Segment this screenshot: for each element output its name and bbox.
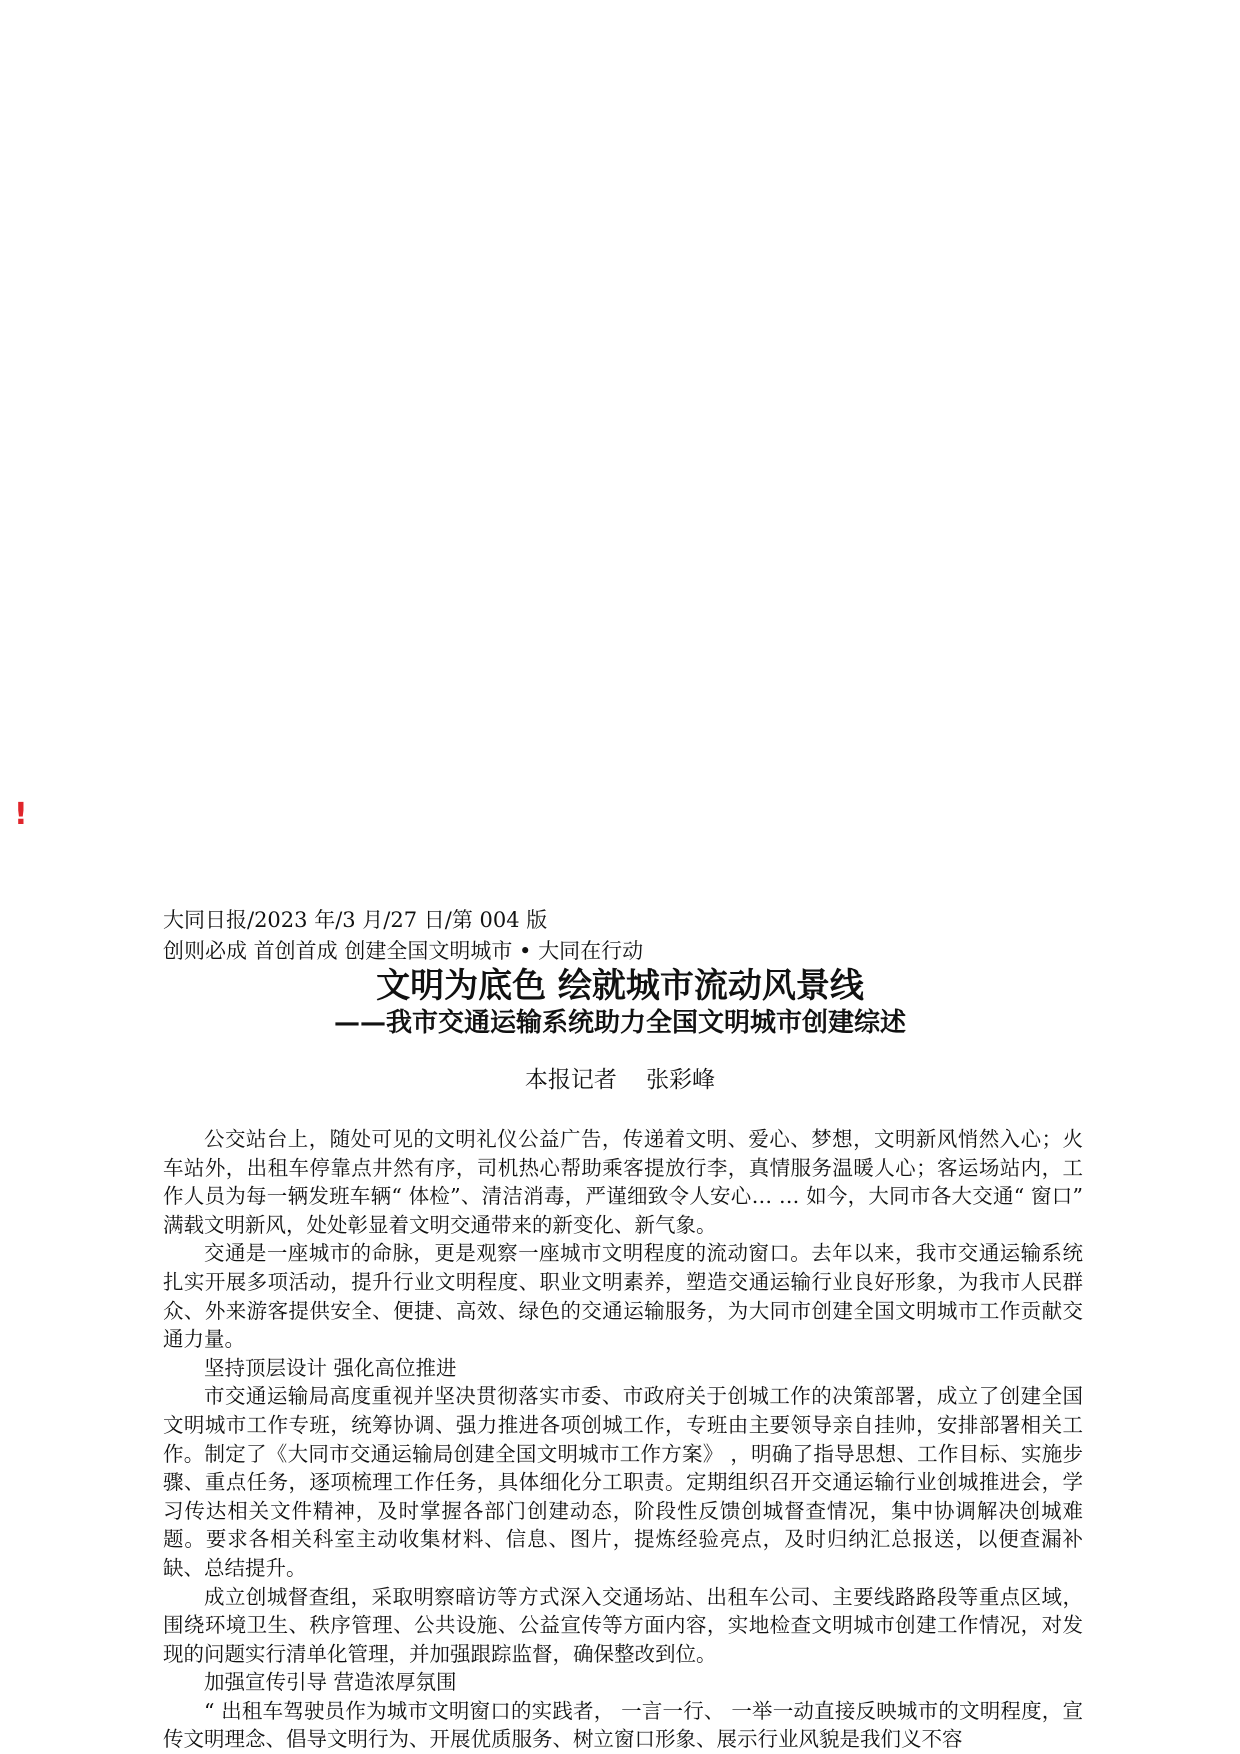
newspaper-date-line: 大同日报/2023 年/3 月/27 日/第 004 版 [163, 908, 548, 932]
alert-mark: ! [14, 797, 28, 832]
article-paragraph: “ 出租车驾驶员作为城市文明窗口的实践者， 一言一行、 一举一动直接反映城市的文明程度，宣传文明理念、倡导文明行为、开展优质服务、树立窗口形象、展示行业风貌是我们义不容 [163, 1698, 1083, 1752]
article-body [163, 1125, 1083, 1754]
article-paragraph: 成立创城督查组，采取明察暗访等方式深入交通场站、出租车公司、主要线路路段等重点区域，围绕环境卫生、秩序管理、公共设施、公益宣传等方面内容，实地检查文明城市创建工作情况，对发现的问题实行清单化管理，并加强跟踪监督，确保整改到位。 [163, 1584, 1083, 1666]
column-tagline: 创则必成 首创首成 创建全国文明城市 • 大同在行动 [163, 939, 644, 963]
section-heading: 加强宣传引导 营造浓厚氛围 [204, 1670, 457, 1695]
article-subtitle: ——我市交通运输系统助力全国文明城市创建综述 [333, 1008, 906, 1038]
section-heading: 坚持顶层设计 强化高位推进 [204, 1355, 457, 1380]
byline: 本报记者 张彩峰 [524, 1067, 716, 1093]
article-paragraph: 交通是一座城市的命脉，更是观察一座城市文明程度的流动窗口。去年以来，我市交通运输系统扎实开展多项活动，提升行业文明程度、职业文明素养，塑造交通运输行业良好形象，为我市人民群众、外来游客提供安全、便捷、高效、绿色的交通运输服务，为大同市创建全国文明城市工作贡献交通力量。 [163, 1241, 1083, 1352]
article-paragraph: 市交通运输局高度重视并坚决贯彻落实市委、市政府关于创城工作的决策部署，成立了创建全国文明城市工作专班，统筹协调、强力推进各项创城工作，专班由主要领导亲自挂帅，安排部署相关工作。制定了《大同市交通运输局创建全国文明城市工作方案》 ，明确了指导思想、工作目标、实施步骤、重点任务，逐项梳理工作任务，具体细化分工职责。定期组织召开交通运输行业创城推进会，学习传达相关文件精神，及时掌握各部门创建动态，阶段性反馈创城督查情况，集中协调解决创城难题。要求各相关科室主动收集材料、信息、图片，提炼经验亮点，及时归纳汇总报送，以便查漏补缺、总结提升。 [163, 1384, 1083, 1580]
article-title: 文明为底色 绘就城市流动风景线 [376, 966, 864, 1006]
article-paragraph: 公交站台上，随处可见的文明礼仪公益广告，传递着文明、爱心、梦想，文明新风悄然入心；火车站外，出租车停靠点井然有序，司机热心帮助乘客提放行李，真情服务温暖人心；客运场站内，工作人员为每一辆发班车辆“ 体检”、清洁消毒，严谨细致令人安心… … 如今，大同市各大交通“ 窗口” 满载文明新风，处处彰显着文明交通带来的新变化、新气象。 [163, 1127, 1083, 1237]
